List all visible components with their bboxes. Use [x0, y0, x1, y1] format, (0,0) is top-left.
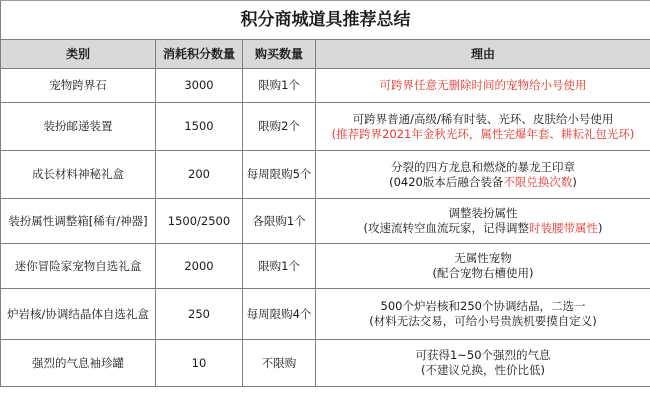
cell-limit[interactable]: 限购2个 [243, 103, 316, 151]
reason-line [318, 348, 648, 363]
reason-line [318, 251, 648, 266]
cell-category[interactable]: 宠物跨界石 [1, 69, 156, 103]
cell-points[interactable]: 1500/2500 [156, 199, 243, 244]
table-row [1, 151, 650, 199]
reason-text: 分裂的四方龙息和燃烧的暴龙王印章 [391, 159, 575, 174]
reason-line [318, 112, 648, 127]
cell-limit[interactable]: 每周限购4个 [243, 289, 316, 340]
table-row [1, 289, 650, 340]
header-reason[interactable]: 理由 [316, 40, 650, 69]
cell-limit[interactable]: 不限购 [243, 340, 316, 387]
reason-text: 可获得1~50个强烈的气息 [415, 348, 551, 362]
cell-reason[interactable] [316, 69, 650, 103]
cell-category[interactable]: 迷你冒险家宠物自选礼盒 [1, 244, 156, 289]
reason-text: 时装腰带属性 [529, 221, 598, 235]
reason-line [318, 314, 648, 329]
cell-reason[interactable] [316, 151, 650, 199]
header-points[interactable]: 消耗积分数量 [156, 40, 243, 69]
cell-points[interactable]: 250 [156, 289, 243, 340]
cell-points[interactable]: 3000 [156, 69, 243, 103]
reason-text: (配合宠物右槽使用) [432, 266, 534, 280]
reason-text: ) [598, 221, 603, 235]
reason-text: (不建议兑换，性价比低) [421, 363, 545, 377]
cell-reason[interactable] [316, 199, 650, 244]
cell-reason[interactable] [316, 289, 650, 340]
table-row [1, 244, 650, 289]
reason-line [318, 221, 648, 236]
cell-category[interactable]: 成长材料神秘礼盒 [1, 151, 156, 199]
table-row [1, 103, 650, 151]
reason-text: ) [572, 174, 577, 189]
cell-limit[interactable]: 限购1个 [243, 69, 316, 103]
cell-category[interactable]: 炉岩核/协调结晶体自选礼盒 [1, 289, 156, 340]
reason-line [318, 266, 648, 281]
reason-text: (材料无法交易，可给小号贵族机要摸自定义) [369, 314, 597, 328]
reason-text: 调整装扮属性 [448, 206, 518, 220]
cell-reason[interactable] [316, 340, 650, 387]
reason-text: 500个炉岩核和250个协调结晶，二选一 [380, 299, 586, 313]
reason-text: (攻速流转空血流玩家，记得调整 [363, 221, 529, 235]
reason-text: (0420版本后融合装备 [389, 174, 504, 189]
reason-line [318, 363, 648, 378]
reason-line [318, 160, 648, 175]
reason-line [318, 206, 648, 221]
header-row [1, 40, 650, 69]
reason-text: 不限兑换次数 [503, 174, 573, 189]
reason-line [318, 78, 648, 93]
reason-text: (推荐跨界2021年金秋光环，属性完爆年套、耕耘礼包光环) [331, 126, 635, 141]
table-row [1, 199, 650, 244]
cell-reason[interactable] [316, 103, 650, 151]
cell-category[interactable]: 强烈的气息袖珍罐 [1, 340, 156, 387]
reason-text: 无属性宠物 [454, 251, 512, 265]
reason-line [318, 175, 648, 190]
reason-line [318, 127, 648, 142]
header-limit[interactable]: 购买数量 [243, 40, 316, 69]
reason-line [318, 299, 648, 314]
cell-limit[interactable]: 每周限购5个 [243, 151, 316, 199]
table-title: 积分商城道具推荐总结 [1, 1, 650, 40]
cell-points[interactable]: 2000 [156, 244, 243, 289]
reason-text: 可跨界任意无删除时间的宠物给小号使用 [379, 78, 587, 92]
cell-limit[interactable]: 各限购1个 [243, 199, 316, 244]
header-category[interactable]: 类别 [1, 40, 156, 69]
table-row [1, 340, 650, 387]
cell-points[interactable]: 1500 [156, 103, 243, 151]
reason-text: 可跨界普通/高级/稀有时装、光环、皮肤给小号使用 [352, 111, 614, 126]
cell-category[interactable]: 装扮邮递装置 [1, 103, 156, 151]
cell-points[interactable]: 200 [156, 151, 243, 199]
cell-limit[interactable]: 限购1个 [243, 244, 316, 289]
table-row [1, 69, 650, 103]
cell-reason[interactable] [316, 244, 650, 289]
cell-points[interactable]: 10 [156, 340, 243, 387]
title-row [1, 1, 650, 40]
cell-category[interactable]: 装扮属性调整箱[稀有/神器] [1, 199, 156, 244]
